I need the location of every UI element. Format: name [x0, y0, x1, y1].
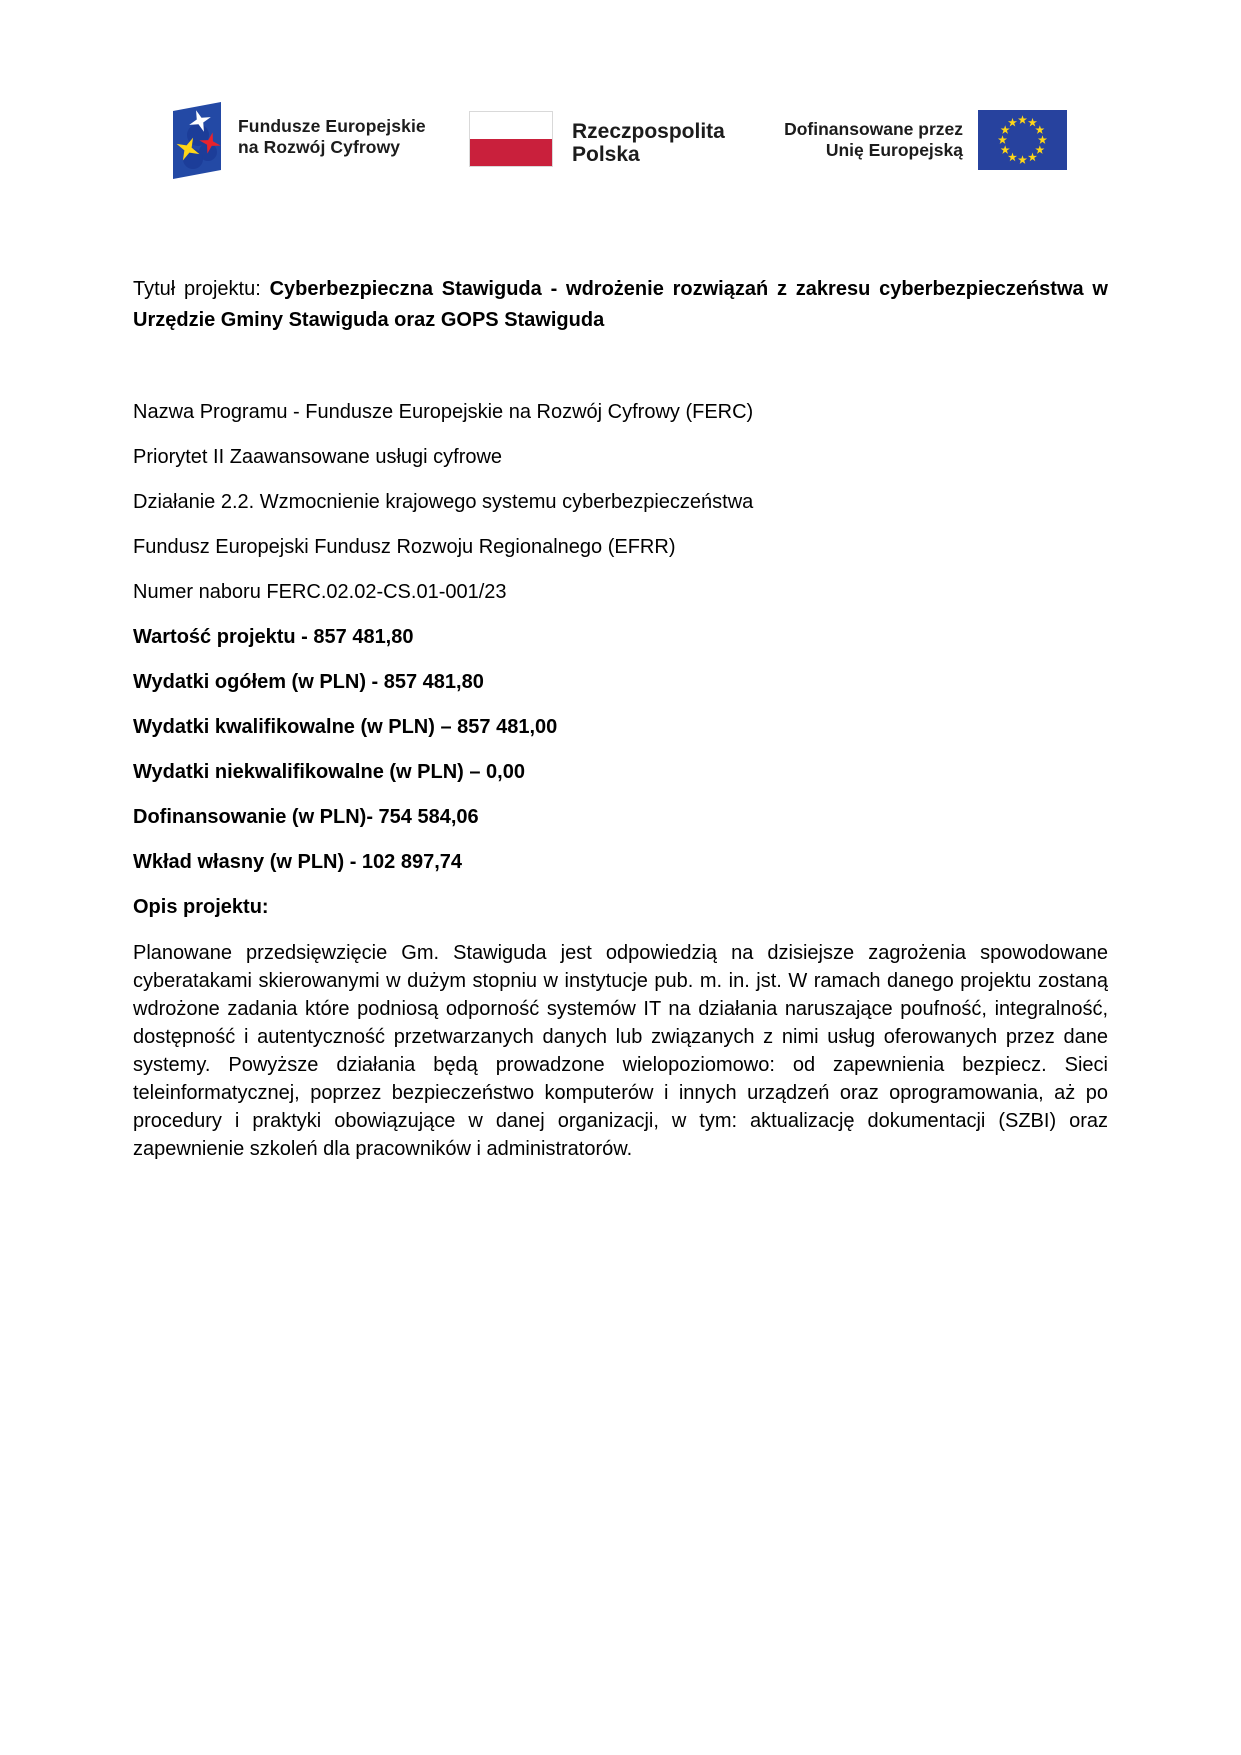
- eu-flag-icon: [978, 110, 1067, 170]
- detail-project-value: Wartość projektu - 857 481,80: [133, 626, 414, 648]
- project-title-value: Cyberbezpieczna Stawiguda - wdrożenie rozwiązań z zakresu cyberbezpieczeństwa w Urzędzie Gminy Stawiguda oraz GOPS Stawiguda: [133, 278, 1108, 331]
- detail-ineligible-expenses: Wydatki niekwalifikowalne (w PLN) – 0,00: [133, 761, 525, 783]
- fundusze-europejskie-line1: Fundusze Europejskie: [238, 116, 426, 136]
- project-title-label: Tytuł projektu:: [133, 278, 261, 300]
- detail-fund: Fundusz Europejski Fundusz Rozwoju Regionalnego (EFRR): [133, 536, 676, 558]
- poland-flag-icon: [469, 111, 553, 167]
- description-heading: Opis projektu:: [133, 896, 269, 918]
- detail-own-contribution: Wkład własny (w PLN) - 102 897,74: [133, 851, 463, 873]
- detail-priority: Priorytet II Zaawansowane usługi cyfrowe: [133, 446, 503, 468]
- project-details: [133, 390, 1108, 930]
- eu-cofunding-label: [660, 119, 963, 161]
- detail-measure: Działanie 2.2. Wzmocnienie krajowego systemu cyberbezpieczeństwa: [133, 491, 754, 513]
- fundusze-europejskie-line2: na Rozwój Cyfrowy: [238, 137, 401, 157]
- document-body: [133, 274, 1108, 1163]
- eu-label-line2: Unię Europejską: [825, 140, 963, 160]
- detail-total-expenses: Wydatki ogółem (w PLN) - 857 481,80: [133, 671, 484, 693]
- detail-program-name: Nazwa Programu - Fundusze Europejskie na Rozwój Cyfrowy (FERC): [133, 401, 754, 423]
- detail-call-number: Numer naboru FERC.02.02-CS.01-001/23: [133, 581, 507, 603]
- fundusze-europejskie-flag-icon: [172, 101, 222, 181]
- detail-eligible-expenses: Wydatki kwalifikowalne (w PLN) – 857 481,00: [133, 716, 558, 738]
- poland-label-line2: Polska: [572, 143, 640, 166]
- eu-label-line1: Dofinansowane przez: [784, 119, 963, 139]
- description-paragraph: Planowane przedsięwzięcie Gm. Stawiguda jest odpowiedzią na dzisiejsze zagrożenia spowodowane cyberatakami skierowanymi w dużym stopniu w instytucje pub. m. in. jst. W ramach danego projektu zostaną wdrożone zadania które podniosą odporność systemów IT na działania naruszające poufność, integralność, dostępność i autentyczność przetwarzanych danych lub związanych z nimi usług oferowanych przez dane systemy. Powyższe działania będą prowadzone wielopoziomowo: od zapewnienia bezpiecz. Sieci teleinformatycznej, poprzez bezpieczeństwo komputerów i innych urządzeń oraz oprogramowania, aż po procedury i praktyki obowiązujące w danej organizacji, w tym: aktualizację dokumentacji (SZBI) oraz zapewnienie szkoleń dla pracowników i administratorów.: [133, 942, 1108, 1160]
- project-title: [133, 274, 1108, 336]
- detail-cofinancing: Dofinansowanie (w PLN)- 754 584,06: [133, 806, 479, 828]
- poland-label-line1: Rzeczpospolita: [572, 120, 725, 143]
- fundusze-europejskie-label: [238, 116, 426, 158]
